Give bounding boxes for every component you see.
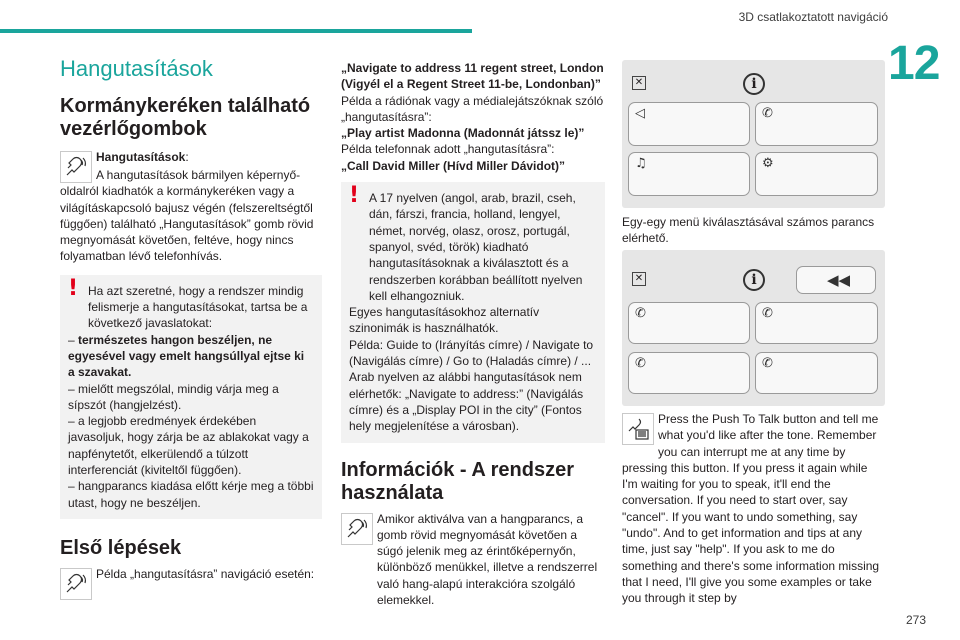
chapter-number: 12	[888, 37, 940, 90]
phone-example: „Call David Miller (Hívd Miller Dávidot)”	[341, 158, 566, 173]
left-column	[60, 95, 322, 600]
phone-icon: ✆	[762, 106, 773, 121]
gear-icon: ⚙	[762, 156, 774, 171]
page-title: Hangutasítások	[60, 56, 213, 81]
push-to-talk-text: Press the Push To Talk button and tell me what you'd like after the tone. Remember you can interrupt me at any time by pressing this button. If you press it again while I'm waiting for you to speak, it'll end the conversation. If you need to start over, say "cancel". If you want to undo something, say "undo". And to get information and tips at any time, just say "help". If you ask to me do something and there's some information missing that I need, I'll give you some examples or take you through it step by	[622, 412, 880, 606]
voice-command-icon	[60, 151, 92, 183]
nav-example: „Navigate to address 11 regent street, London (Vigyél el a Regent Street 11-be, Londonban)”	[341, 61, 604, 92]
page-number: 273	[905, 613, 926, 627]
warning-bold-tip: természetes hangon beszéljen, ne egyesével vagy emelt hangsúllyal ejtse ki a szavakat.	[68, 332, 305, 380]
info-icon: i	[743, 269, 765, 291]
menu-tile-settings	[755, 152, 878, 196]
voice-text: A hangutasítások bármilyen képernyő-oldalról kiadhatók a kormánykeréken vagy a világításkapcsoló bajusz végén (felszereltségtől függően) található „Hangutasítások” gomb rövid megnyomását követően, feltéve, hogy nincs folyamatban lévő telefonhívás.	[60, 168, 314, 264]
menu-tile-1	[628, 302, 750, 344]
help-screen-2	[622, 250, 885, 406]
menu-tile-3	[628, 352, 750, 394]
back-tile	[796, 266, 876, 294]
navigation-icon: ◁	[635, 106, 645, 121]
chapter-title: 3D csatlakoztatott navigáció	[738, 10, 888, 24]
menu-tile-media	[628, 152, 750, 196]
warning-tip-2: – mielőtt megszólal, mindig várja meg a sípszót (hangjelzést).	[68, 381, 279, 412]
menu-tile-phone	[755, 102, 878, 146]
warning-box-languages	[341, 182, 605, 442]
close-icon: ✕	[632, 272, 646, 286]
section-heading-first-steps: Első lépések	[60, 536, 182, 559]
voice-label: Hangutasítások	[96, 150, 186, 164]
menu-text: Egy-egy menü kiválasztásával számos parancs elérhető.	[622, 215, 875, 246]
radio-example: „Play artist Madonna (Madonnát játssz le)”	[341, 126, 585, 141]
warning-icon: !	[68, 275, 79, 301]
phone-icon: ✆	[762, 306, 773, 321]
rewind-icon: ◀◀	[827, 271, 851, 289]
push-to-talk-icon	[622, 413, 654, 445]
alternatives-example: Példa: Guide to (Irányítás címre) / Navigate to (Navigálás címre) / Go to (Haladás címre) / ...	[349, 337, 594, 369]
first-steps-note	[60, 566, 322, 600]
phone-intro: Példa telefonnak adott „hangutasításra”:	[341, 142, 555, 157]
warning-box-tips	[60, 275, 322, 519]
voice-command-icon	[341, 513, 373, 545]
menu-tile-navigation	[628, 102, 750, 146]
info-text-start: Amikor aktiválva van a hangparancs, a gomb rövid megnyomását követően a súgó jelenik meg az érintőképernyőn, különböző menükkel, illetve a rendszerrel való hang-alapú interakcióra szolgáló elemekkel.	[377, 511, 598, 608]
warning-tip-4: – hangparancs kiadása előtt kérje meg a többi utast, hogy ne beszéljen.	[68, 479, 314, 510]
middle-column	[341, 60, 605, 608]
header-accent-bar	[0, 29, 472, 33]
warning-icon: !	[349, 183, 360, 209]
menu-tile-2	[755, 302, 878, 344]
arabic-text: Arab nyelven az alábbi hangutasítások nem elérhetők: „Navigate to address:” (Navigálás címre) és a „Display POI in the city” (Fontos hely megjelenítése a városban).	[349, 370, 584, 434]
music-icon: ♫	[635, 156, 647, 171]
section-heading-info: Információk - A rendszer használata	[341, 458, 575, 504]
phone-icon: ✆	[635, 356, 646, 371]
right-column-text	[622, 411, 885, 607]
voice-command-icon	[60, 568, 92, 600]
warning-intro: Ha azt szeretné, hogy a rendszer mindig felismerje a hangutasításokat, tartsa be a következő javaslatokat:	[88, 283, 308, 331]
alternatives-text: Egyes hangutasításokhoz alternatív szinonimák is használhatók.	[349, 305, 540, 336]
phone-icon: ✆	[762, 356, 773, 371]
warning-dash: –	[68, 332, 79, 347]
menu-tile-4	[755, 352, 878, 394]
warning-tip-3: – a legjobb eredmények érdekében javasoljuk, hogy zárja be az ablakokat vagy a napfénytetőt, elkerülendő a túlzott interferenciát (kiviteltől függően).	[68, 414, 309, 478]
radio-intro: Példa a rádiónak vagy a médialejátszóknak szóló „hangutasításra”:	[341, 93, 604, 124]
info-note	[341, 511, 605, 609]
first-steps-text: Példa „hangutasításra” navigáció esetén:	[96, 566, 315, 581]
help-screen-1	[622, 60, 885, 208]
voice-command-note: Hangutasítások:	[60, 149, 322, 183]
close-icon: ✕	[632, 76, 646, 90]
phone-icon: ✆	[635, 306, 646, 321]
section-heading-controls: Kormánykeréken található vezérlőgombok	[60, 95, 311, 140]
languages-text: A 17 nyelven (angol, arab, brazil, cseh, dán, fárszi, francia, holland, lengyel, német, norvég, olasz, orosz, portugál, spanyol, svéd, török) kiadható hangutasításoknak a kiválasztott és a rendszerben korábban beállított nyelven kell elhangozniuk.	[369, 191, 583, 303]
info-icon: i	[743, 73, 765, 95]
